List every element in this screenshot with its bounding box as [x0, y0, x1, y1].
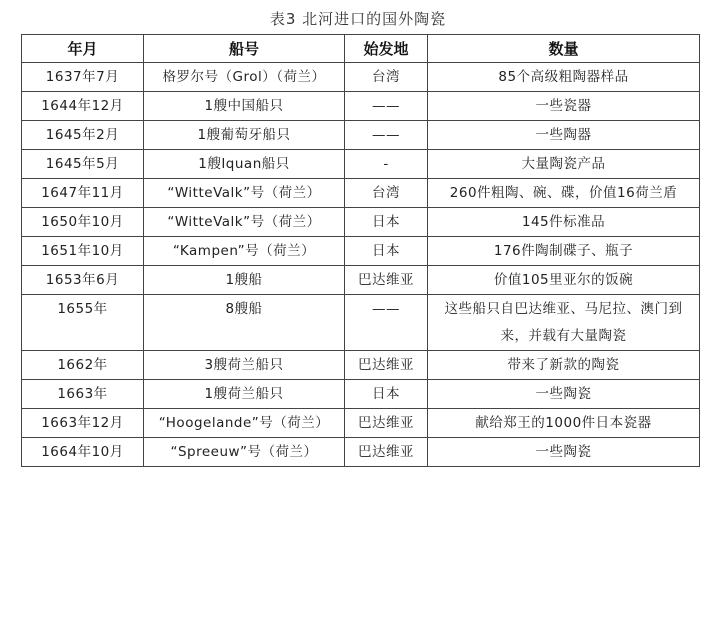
cell-quantity: 价值105里亚尔的饭碗 — [428, 266, 700, 295]
table-row — [22, 208, 700, 237]
cell-date: 1653年6月 — [22, 266, 144, 295]
cell-origin: 日本 — [345, 237, 428, 266]
cell-ship: 格罗尔号（Grol）（荷兰） — [144, 63, 345, 92]
cell-date: 1663年 — [22, 380, 144, 409]
cell-origin: —— — [345, 295, 428, 351]
cell-ship: 1艘Iquan船只 — [144, 150, 345, 179]
cell-date: 1637年7月 — [22, 63, 144, 92]
table-row — [22, 121, 700, 150]
table-row — [22, 150, 700, 179]
table-row — [22, 63, 700, 92]
cell-origin: 日本 — [345, 380, 428, 409]
cell-origin: 台湾 — [345, 179, 428, 208]
cell-quantity: 一些陶瓷 — [428, 380, 700, 409]
cell-origin: 巴达维亚 — [345, 266, 428, 295]
table-row — [22, 179, 700, 208]
table-body — [22, 63, 700, 467]
header-ship: 船号 — [144, 35, 345, 63]
cell-quantity: 这些船只自巴达维亚、马尼拉、澳门到来，并载有大量陶瓷 — [428, 295, 700, 351]
cell-origin: —— — [345, 92, 428, 121]
cell-ship: “WitteValk”号（荷兰） — [144, 208, 345, 237]
cell-quantity: 85个高级粗陶器样品 — [428, 63, 700, 92]
cell-quantity: 260件粗陶、碗、碟，价值16荷兰盾 — [428, 179, 700, 208]
cell-date: 1655年 — [22, 295, 144, 351]
table-row — [22, 438, 700, 467]
cell-ship: 1艘中国船只 — [144, 92, 345, 121]
header-row — [22, 35, 700, 63]
cell-date: 1647年11月 — [22, 179, 144, 208]
cell-quantity: 献给郑王的1000件日本瓷器 — [428, 409, 700, 438]
cell-origin: 巴达维亚 — [345, 438, 428, 467]
cell-date: 1651年10月 — [22, 237, 144, 266]
header-quantity: 数量 — [428, 35, 700, 63]
ceramics-import-table — [21, 34, 700, 467]
cell-origin: 日本 — [345, 208, 428, 237]
cell-date: 1645年2月 — [22, 121, 144, 150]
cell-origin: 台湾 — [345, 63, 428, 92]
cell-origin: —— — [345, 121, 428, 150]
cell-ship: 3艘荷兰船只 — [144, 351, 345, 380]
cell-date: 1650年10月 — [22, 208, 144, 237]
table-row — [22, 380, 700, 409]
cell-date: 1662年 — [22, 351, 144, 380]
cell-date: 1644年12月 — [22, 92, 144, 121]
table-row — [22, 266, 700, 295]
table-row — [22, 409, 700, 438]
cell-origin: 巴达维亚 — [345, 351, 428, 380]
header-date: 年月 — [22, 35, 144, 63]
cell-ship: “Spreeuw”号（荷兰） — [144, 438, 345, 467]
header-origin: 始发地 — [345, 35, 428, 63]
cell-date: 1645年5月 — [22, 150, 144, 179]
cell-origin: - — [345, 150, 428, 179]
cell-ship: “WitteValk”号（荷兰） — [144, 179, 345, 208]
cell-date: 1663年12月 — [22, 409, 144, 438]
cell-ship: 1艘荷兰船只 — [144, 380, 345, 409]
cell-ship: “Hoogelande”号（荷兰） — [144, 409, 345, 438]
cell-ship: 1艘葡萄牙船只 — [144, 121, 345, 150]
cell-quantity: 一些陶器 — [428, 121, 700, 150]
cell-quantity: 一些陶瓷 — [428, 438, 700, 467]
cell-origin: 巴达维亚 — [345, 409, 428, 438]
cell-quantity: 145件标准品 — [428, 208, 700, 237]
cell-quantity: 176件陶制碟子、瓶子 — [428, 237, 700, 266]
cell-ship: 1艘船 — [144, 266, 345, 295]
cell-quantity: 一些瓷器 — [428, 92, 700, 121]
cell-quantity: 大量陶瓷产品 — [428, 150, 700, 179]
cell-date: 1664年10月 — [22, 438, 144, 467]
table-row — [22, 92, 700, 121]
table-row — [22, 237, 700, 266]
cell-ship: 8艘船 — [144, 295, 345, 351]
table-row — [22, 295, 700, 351]
cell-quantity: 带来了新款的陶瓷 — [428, 351, 700, 380]
table-row — [22, 351, 700, 380]
cell-ship: “Kampen”号（荷兰） — [144, 237, 345, 266]
table-caption: 表3 北河进口的国外陶瓷 — [269, 10, 447, 28]
